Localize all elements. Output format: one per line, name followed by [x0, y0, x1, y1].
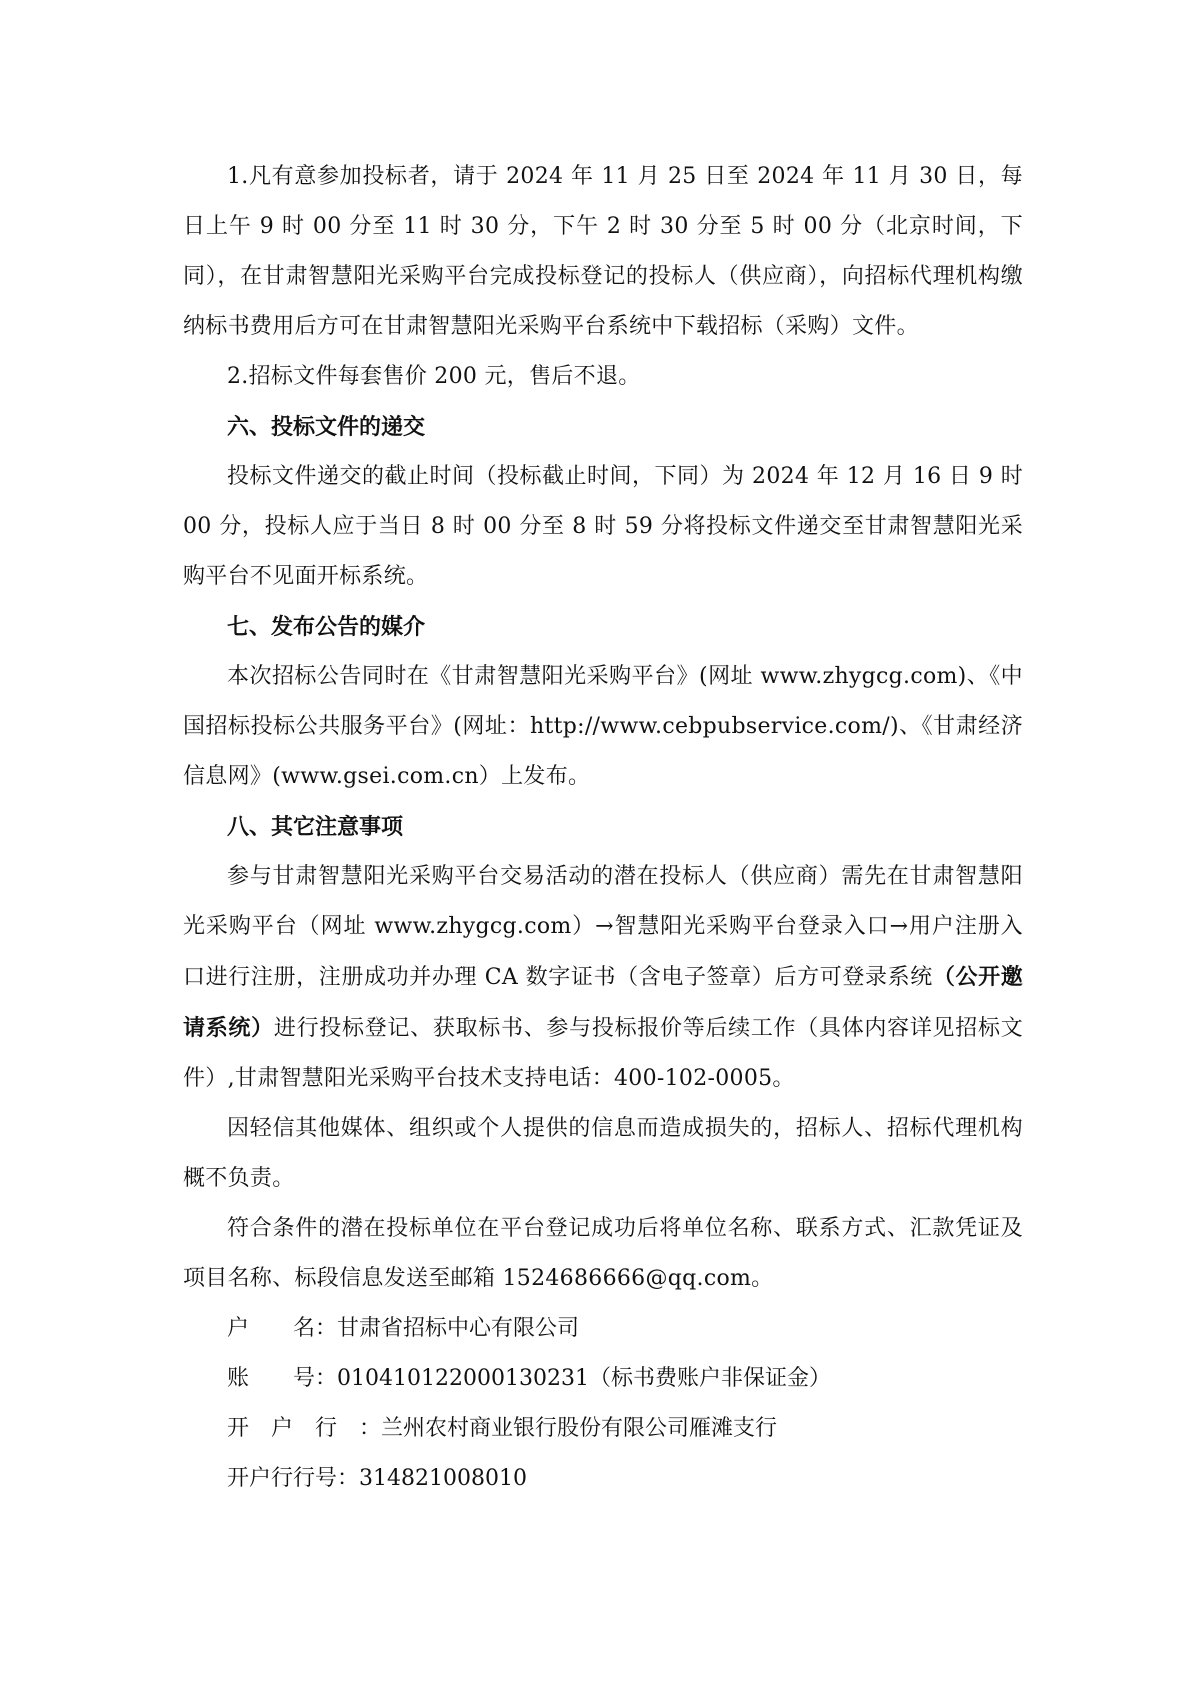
account-number-label: 账 号： — [227, 1366, 338, 1391]
email-submission-paragraph: 符合条件的潜在投标单位在平台登记成功后将单位名称、联系方式、汇款凭证及项目名称、标段信息发送至邮箱 1524686666@qq.com。 — [183, 1216, 1023, 1291]
bank-number-row — [183, 1454, 1023, 1504]
account-number-value: 010410122000130231（标书费账户非保证金） — [337, 1366, 831, 1391]
account-number-row — [183, 1354, 1023, 1404]
section-eight-heading: 八、其它注意事项 — [227, 814, 404, 840]
document-page — [183, 152, 1023, 1504]
registration-notice-bold: （公开邀请系统） — [183, 964, 1023, 1041]
registration-notice-text-b: 进行投标登记、获取标书、参与投标报价等后续工作（具体内容详见招标文件）,甘肃智慧阳光采购平台技术支持电话：400-102-0005。 — [183, 1016, 1023, 1091]
account-name-value: 甘肃省招标中心有限公司 — [337, 1316, 580, 1341]
bank-row — [183, 1404, 1023, 1454]
bank-label: 开 户 行 ： — [227, 1416, 382, 1441]
bid-submission-paragraph: 投标文件递交的截止时间（投标截止时间，下同）为 2024 年 12 月 16 日 9 时 00 分，投标人应于当日 8 时 00 分至 8 时 59 分将投标文件递交至甘肃智慧阳光采购平台不见面开标系统。 — [183, 464, 1023, 589]
account-name-row — [183, 1304, 1023, 1354]
disclaimer-paragraph: 因轻信其他媒体、组织或个人提供的信息而造成损失的，招标人、招标代理机构概不负责。 — [183, 1116, 1023, 1191]
registration-notice-paragraph — [183, 852, 1023, 1104]
bank-number-value: 314821008010 — [359, 1466, 527, 1491]
document-price-paragraph: 2.招标文件每套售价 200 元，售后不退。 — [227, 364, 641, 389]
registration-notice-text-a: 参与甘肃智慧阳光采购平台交易活动的潜在投标人（供应商）需先在甘肃智慧阳光采购平台（网址 www.zhygcg.com）→智慧阳光采购平台登录入口→用户注册入口进行注册，注册成功并办理 CA 数字证书（含电子签章）后方可登录系统 — [183, 864, 1023, 990]
bank-value: 兰州农村商业银行股份有限公司雁滩支行 — [381, 1416, 778, 1441]
section-seven-heading: 七、发布公告的媒介 — [227, 614, 426, 640]
account-name-label: 户 名： — [227, 1316, 338, 1341]
section-six-heading: 六、投标文件的递交 — [227, 414, 426, 440]
bank-number-label: 开户行行号： — [227, 1466, 360, 1491]
registration-paragraph: 1.凡有意参加投标者，请于 2024 年 11 月 25 日至 2024 年 11 月 30 日，每日上午 9 时 00 分至 11 时 30 分，下午 2 时 30 分至 5 时 00 分（北京时间，下同），在甘肃智慧阳光采购平台完成投标登记的投标人（供应商），向招标代理机构缴纳标书费用后方可在甘肃智慧阳光采购平台系统中下载招标（采购）文件。 — [183, 164, 1023, 339]
publication-media-paragraph: 本次招标公告同时在《甘肃智慧阳光采购平台》(网址 www.zhygcg.com)、《中国招标投标公共服务平台》(网址：http://www.cebpubservice.com/)、《甘肃经济信息网》(www.gsei.com.cn）上发布。 — [183, 664, 1023, 789]
